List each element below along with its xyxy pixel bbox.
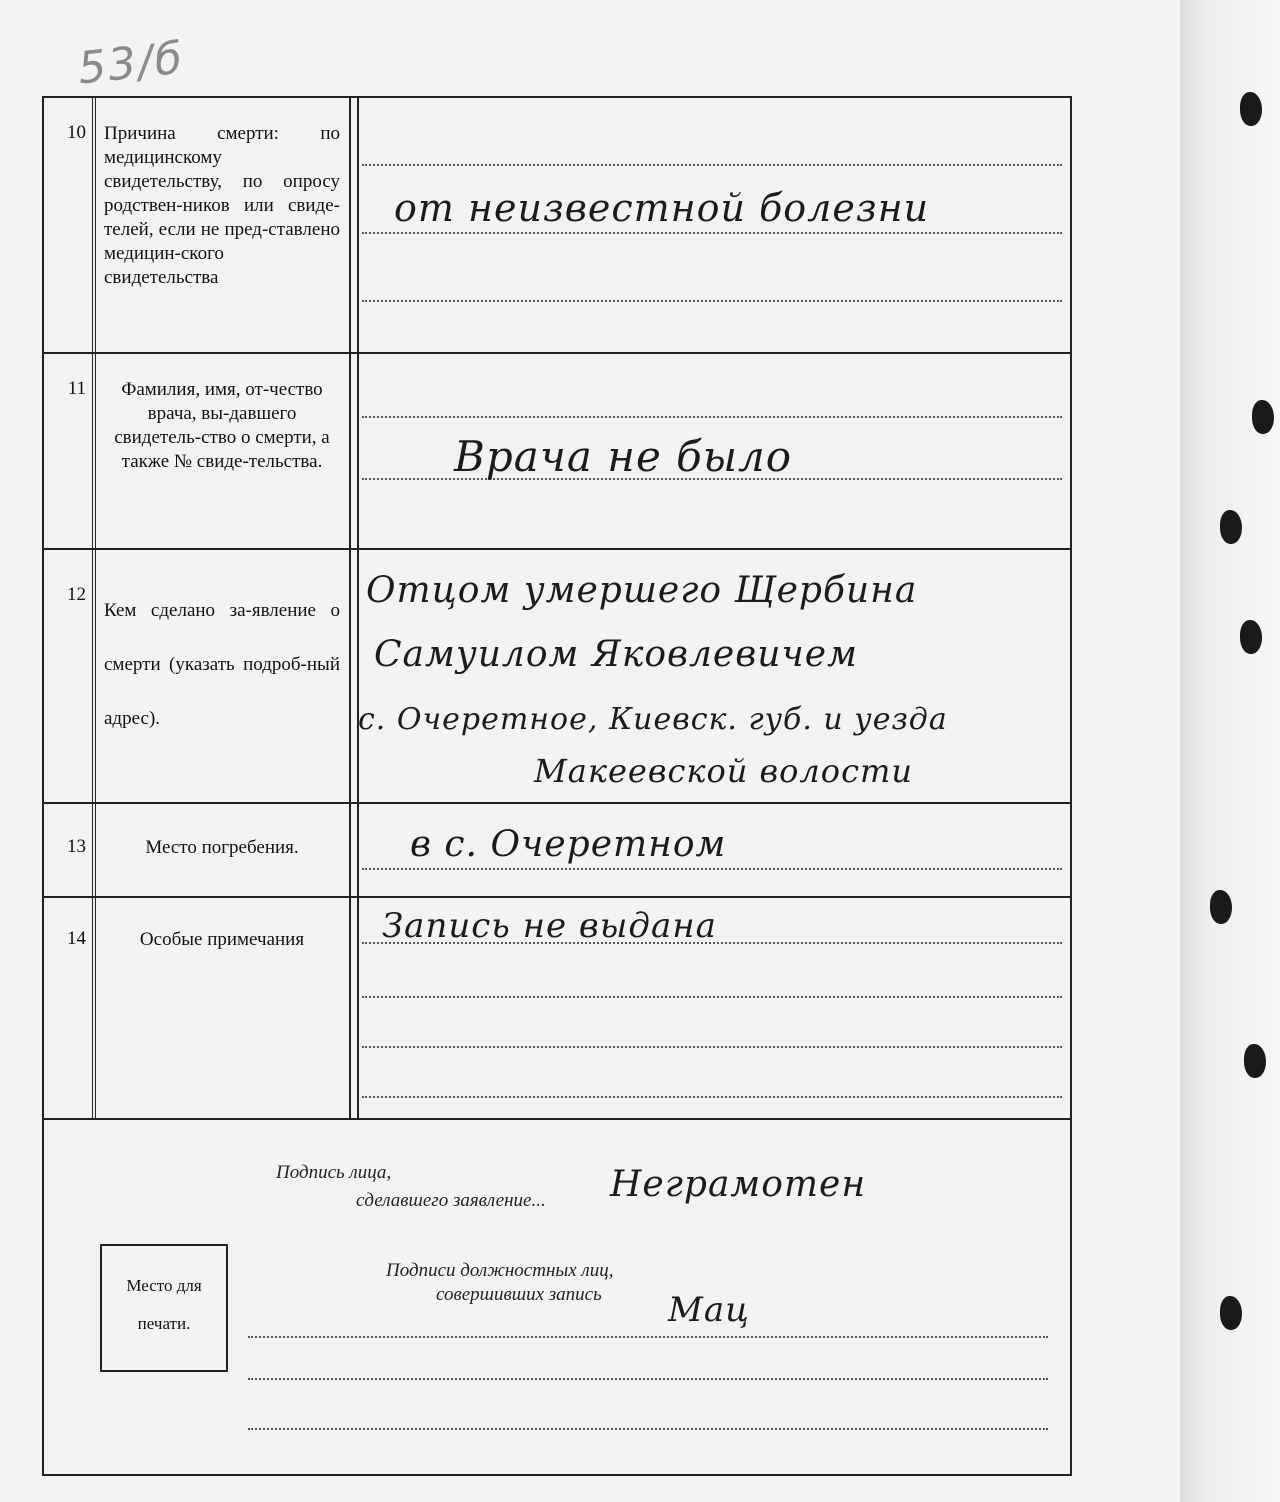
dotted-line: [362, 300, 1062, 302]
row-burial-place: [44, 802, 1070, 898]
column-divider: [349, 548, 359, 802]
row-number: 14: [44, 896, 96, 1118]
column-divider: [349, 802, 359, 896]
binding-hole: [1244, 1044, 1266, 1078]
row-special-notes: [44, 896, 1070, 1120]
dotted-line: [362, 416, 1062, 418]
binding-edge: [1180, 0, 1280, 1502]
row-declarant: [44, 548, 1070, 804]
declarant-signature-label-2: сделавшего заявление...: [356, 1190, 546, 1211]
signature-dotted-line: [248, 1428, 1048, 1430]
binding-hole: [1240, 92, 1262, 126]
dotted-line: [362, 164, 1062, 166]
dotted-line: [362, 868, 1062, 870]
binding-hole: [1252, 400, 1274, 434]
row-label: Место погребения.: [145, 837, 299, 858]
declarant-signature: Неграмотен: [610, 1164, 867, 1205]
handwritten-entry: Врача не было: [454, 432, 793, 481]
stamp-place-box: [100, 1244, 228, 1372]
binding-hole: [1210, 890, 1232, 924]
row-label: Кем сделано за-явление о смерти (указать подроб-ный адрес).: [104, 600, 340, 729]
handwritten-line-4: Макеевской волости: [534, 752, 913, 790]
binding-hole: [1240, 620, 1262, 654]
column-divider: [349, 98, 359, 352]
official-signature: Мац: [668, 1290, 750, 1330]
form-table: [42, 96, 1072, 1476]
declarant-signature-label-1: Подпись лица,: [276, 1162, 392, 1183]
row-number: 13: [44, 802, 96, 896]
row-number: 11: [44, 352, 96, 548]
handwritten-line-2: Самуилом Яковлевичем: [374, 634, 858, 675]
signature-dotted-line: [248, 1336, 1048, 1338]
row-label: Фамилия, имя, от-чество врача, вы-давшего свидетель-ство о смерти, а также № свиде-тельства.: [114, 379, 330, 472]
stamp-label-1: Место для: [126, 1276, 202, 1295]
handwritten-line-3: с. Очеретное, Киевск. губ. и уезда: [358, 702, 948, 737]
handwritten-line-1: Отцом умершего Щербина: [366, 570, 918, 611]
dotted-line: [362, 232, 1062, 234]
binding-hole: [1220, 510, 1242, 544]
stamp-label-2: печати.: [137, 1314, 191, 1333]
handwritten-entry: в с. Очеретном: [410, 824, 727, 865]
signature-dotted-line: [248, 1378, 1048, 1380]
officials-signature-label-1: Подписи должностных лиц,: [386, 1260, 614, 1281]
row-number: 12: [44, 548, 96, 802]
row-doctor-name: [44, 352, 1070, 550]
handwritten-entry: Запись не выдана: [382, 906, 717, 946]
column-divider: [349, 896, 359, 1118]
dotted-line: [362, 996, 1062, 998]
row-label: Особые примечания: [139, 929, 305, 950]
archive-page-number: 53/б: [75, 32, 187, 95]
row-number: 10: [44, 98, 96, 352]
handwritten-entry: от неизвестной болезни: [394, 186, 930, 230]
dotted-line: [362, 1096, 1062, 1098]
row-label: Причина смерти: по медицинскому свидетельству, по опросу родствен-ников или свиде-телей, если не пред-ставлено медицин-ского свидетельства: [104, 123, 340, 288]
dotted-line: [362, 1046, 1062, 1048]
officials-signature-label-2: совершивших запись: [436, 1284, 602, 1305]
row-cause-of-death: [44, 98, 1070, 354]
column-divider: [349, 352, 359, 548]
binding-hole: [1220, 1296, 1242, 1330]
